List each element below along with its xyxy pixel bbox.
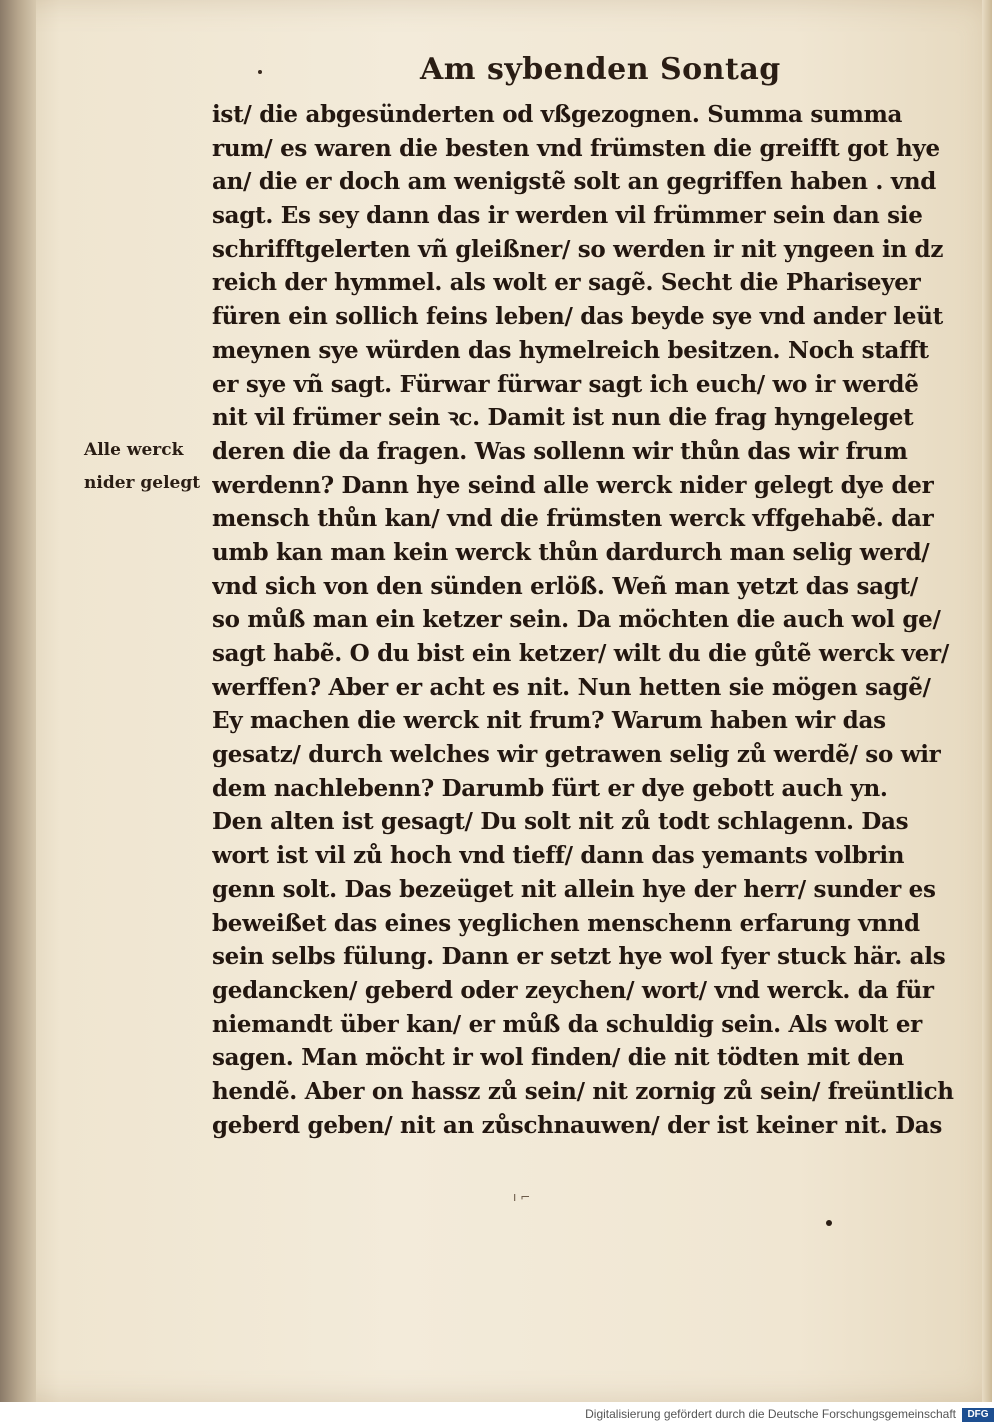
text-line: an/ die er doch am wenigstẽ solt an gegriffen haben . vnd — [212, 168, 937, 196]
text-line: er sye vñ sagt. Fürwar fürwar sagt ich euch/ wo ir werdẽ — [212, 370, 919, 398]
text-line: reich der hymmel. als wolt er sagẽ. Secht die Phariseyer — [212, 269, 921, 297]
page-edge — [982, 0, 992, 1402]
text-line: beweißet das eines yeglichen menschenn erfarung vnnd — [212, 909, 920, 937]
text-line: werffen? Aber er acht es nit. Nun hetten sie mögen sagẽ/ — [212, 673, 931, 701]
footer-bar — [0, 1402, 1000, 1427]
text-line: hendẽ. Aber on hassz zů sein/ nit zornig zů sein/ freüntlich — [212, 1077, 954, 1105]
text-line: sagt. Es sey dann das ir werden vil frümmer sein dan sie — [212, 202, 923, 230]
text-line: rum/ es waren die besten vnd frümsten die greifft got hye — [212, 134, 940, 162]
text-line: gesatz/ durch welches wir getrawen selig zů werdẽ/ so wir — [212, 741, 941, 769]
text-line: sein selbs fülung. Dann er setzt hye wol fyer stuck här. als — [212, 943, 946, 971]
text-line: vnd sich von den sünden erlöß. Weñ man yetzt das sagt/ — [212, 572, 918, 600]
footer-credit: Digitalisierung gefördert durch die Deutsche Forschungsgemeinschaft — [585, 1407, 956, 1421]
margin-note-line: nider gelegt — [84, 473, 201, 493]
text-line: schrifftgelerten vñ gleißner/ so werden ir nit yngeen in dz — [212, 235, 944, 263]
text-line: nit vil frümer sein ꝛc. Damit ist nun die frag hyngeleget — [212, 404, 914, 432]
text-line: deren die da fragen. Was sollenn wir thůn das wir frum — [212, 437, 908, 465]
text-line: dem nachlebenn? Darumb fürt er dye gebott auch yn. — [212, 774, 888, 802]
text-line: mensch thůn kan/ vnd die frümsten werck vffgehabẽ. dar — [212, 505, 934, 533]
text-line: füren ein sollich feins leben/ das beyde sye vnd ander leüt — [212, 303, 943, 331]
text-line: werdenn? Dann hye seind alle werck nider gelegt dye der — [212, 471, 934, 499]
text-line: umb kan man kein werck thůn dardurch man selig werd/ — [212, 538, 930, 566]
margin-note — [84, 434, 210, 500]
text-line: ist/ die abgesünderten od vßgezognen. Summa summa — [212, 101, 903, 128]
text-line: sagen. Man möcht ir wol finden/ die nit tödten mit den — [212, 1044, 904, 1072]
stray-mark: ı ⌐ — [513, 1190, 531, 1204]
text-line: gedancken/ geberd oder zeychen/ wort/ vnd werck. da für — [212, 976, 934, 1004]
running-head: Am sybenden Sontag — [420, 52, 781, 87]
text-line: niemandt über kan/ er můß da schuldig sein. Als wolt er — [212, 1010, 922, 1038]
dfg-logo: DFG — [962, 1408, 994, 1422]
text-line: sagt habẽ. O du bist ein ketzer/ wilt du die gůtẽ werck ver/ — [212, 640, 949, 667]
text-line: genn solt. Das bezeüget nit allein hye der herr/ sunder es — [212, 875, 936, 903]
text-line: Ey machen die werck nit frum? Warum haben wir das — [212, 707, 886, 735]
text-line: meynen sye würden das hymelreich besitzen. Noch stafft — [212, 336, 929, 364]
text-line: Den alten ist gesagt/ Du solt nit zů todt schlagenn. Das — [212, 808, 909, 836]
body-text — [212, 98, 957, 1142]
ink-spot — [826, 1220, 832, 1226]
text-line: geberd geben/ nit an zůschnauwen/ der ist keiner nit. Das — [212, 1111, 943, 1139]
margin-note-line: Alle werck — [84, 440, 184, 460]
text-line: so můß man ein ketzer sein. Da möchten die auch wol ge/ — [212, 606, 941, 634]
binding-gutter — [0, 0, 36, 1402]
ink-dot — [258, 70, 262, 74]
text-line: wort ist vil zů hoch vnd tieff/ dann das yemants volbrin — [212, 842, 905, 870]
